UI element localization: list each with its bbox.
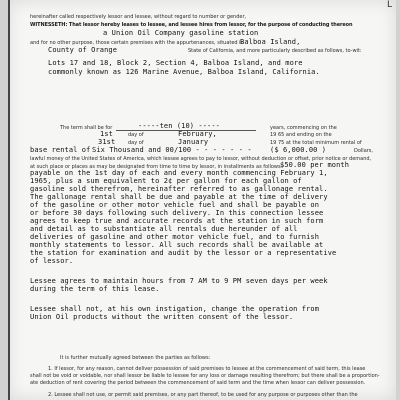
start-year-text: 19 65 and ending on the: [270, 132, 332, 138]
form-line-premises: and for no other purpose, those certain premises with the appurtenances, situated in: [30, 40, 244, 46]
body-line-11: the station for examination and audit by the lessor or a representative: [30, 249, 337, 257]
clause-1-line-1: 1. If lessor, for any reason, cannot deliver possession of said premises to lessee at the commencement of said term, this lease: [48, 366, 366, 372]
body-line-1: payable on the 1st day of each and every month commencing February 1,: [30, 169, 328, 177]
body-line-10: monthly statements to lessor. All such records shall be available at: [30, 241, 324, 249]
typed-start-month: February,: [178, 130, 217, 138]
typed-county: County of Orange: [48, 46, 118, 54]
term-years-text: years, commencing on the: [270, 125, 337, 131]
typed-rental-label: base rental of: [30, 146, 91, 154]
page-edge-line: [8, 0, 10, 400]
end-year-text: 19 75 at the total minimum rental of: [270, 140, 362, 146]
body-line-5: of the gasoline or other motor vehicle fuel and shall be payable on: [30, 201, 320, 209]
hours-line-1: Lessee agrees to maintain hours from 7 AM to 9 PM seven days per week: [30, 277, 328, 285]
lease-document-page: [8, 0, 396, 400]
term-intro: The term shall be for: [60, 125, 113, 131]
clause-2-line-1: 2. Lessee shall not use, or permit said premises, or any part thereof, to be used for any purpose or purposes other than the: [48, 392, 358, 398]
cessation-line-2: Union Oil products without the written consent of the lessor.: [30, 313, 294, 321]
payment-line: lawful money of the United States of America, which lessee agrees to pay to lessor, without deduction or offset, prior notice or demand,: [30, 156, 372, 162]
body-line-9: deliveries of gasoline and other motor vehicle fuel, and to furnish: [30, 233, 320, 241]
clause-1-line-3: ate deduction of rent covering the period between the commencement of said term and the time when lessor can deliver possession.: [30, 380, 366, 386]
form-line-state: State of California, and more particularly described as follows, to-wit:: [188, 48, 362, 54]
typed-term-years: -----ten (10) -----: [138, 122, 220, 130]
typed-location: Balboa Island,: [240, 38, 301, 46]
dollars-label: Dollars,: [354, 148, 374, 154]
typed-purpose: a Union Oil Company gasoline station: [103, 29, 259, 37]
form-line-parties: hereinafter called respectively lessor and lessee, without regard to number or gender,: [30, 14, 247, 20]
body-line-6: or before 30 days following such delivery. In this connection lessee: [30, 209, 324, 217]
body-line-7: agrees to keep true and accurate records at the station in such form: [30, 217, 324, 225]
legal-description-line-2: commonly known as 126 Marine Avenue, Balboa Island, California.: [48, 68, 320, 76]
clause-1-line-2: shall not be void or voidable, nor shall lessor be liable to lessee for any loss or damage resulting therefrom; but there shall be a proportion-: [30, 373, 380, 379]
typed-end-month: January: [178, 138, 209, 146]
day-of-label-1: day of: [128, 132, 144, 138]
day-of-label-2: day of: [128, 140, 144, 146]
body-line-8: and detail as to substantiate all rentals due hereunder of all: [30, 225, 298, 233]
body-line-2: 1965, plus a sum equivalent to 2¢ per gallon for each gallon of: [30, 177, 302, 185]
body-line-4: The gallonage rental shall be due and payable at the time of delivery: [30, 193, 328, 201]
corner-mark: L: [386, 0, 392, 10]
typed-start-day: 1st: [100, 130, 113, 138]
body-line-3: gasoline sold therefrom, hereinafter referred to as gallonage rental.: [30, 185, 328, 193]
covenants-intro: It is further mutually agreed between the parties as follows:: [60, 355, 211, 361]
hours-line-2: during the term of this lease.: [30, 285, 160, 293]
typed-payment-amount: $50.00 per month: [280, 161, 350, 169]
typed-rental-words: Six Thousand and 00/100 - - - - - - -: [92, 146, 252, 154]
legal-description-line-1: Lots 17 and 18, Block 2, Section 4, Balboa Island, and more: [48, 59, 303, 67]
typed-end-day: 31st: [98, 138, 116, 146]
form-line-witnesseth: WITNESSETH: That lessor hereby leases to lessee, and lessee hires from lessor, for the purpose of conducting thereon: [30, 22, 353, 28]
payment-place: at such place or places as may be designated from time to time by lessor, in installments as follows:: [30, 164, 283, 170]
body-line-12: of lessor.: [30, 257, 74, 265]
cessation-line-1: Lessee shall not, at his own instigation, change the operation from: [30, 305, 320, 313]
typed-rental-amount: ($ 6,000.00 ): [270, 146, 327, 154]
